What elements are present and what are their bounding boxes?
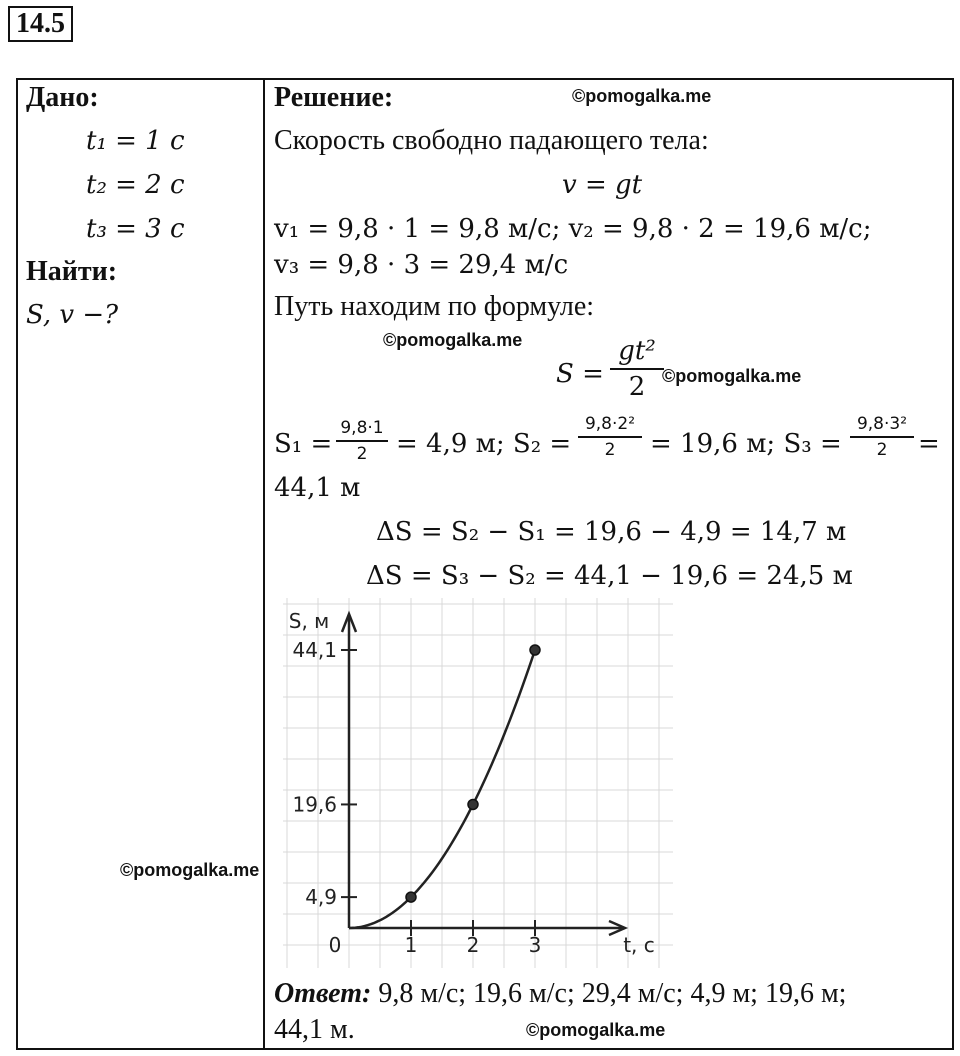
y-tick-label: 4,9 [305,885,337,910]
watermark: ©pomogalka.me [662,366,802,386]
column-divider [263,78,265,1050]
s2-denominator: 2 [604,440,616,460]
watermark: ©pomogalka.me [120,860,260,880]
delta-s1: ΔS = S₂ − S₁ = 19,6 − 4,9 = 14,7 м [376,517,847,547]
path-time-graph [283,598,673,968]
problem-number: 14.5 [8,6,73,42]
y-tick-label: 19,6 [292,792,337,817]
formula-s-fraction [610,336,664,402]
solution-header: Решение: [274,82,394,113]
s3-right: = [918,429,940,459]
delta-s2: ΔS = S₃ − S₂ = 44,1 − 19,6 = 24,5 м [366,561,853,591]
formula-s-left: S = [556,359,604,389]
v3-calc: v₃ = 9,8 · 3 = 29,4 м/с [274,250,569,280]
s3-denominator: 2 [876,440,888,460]
s1-numerator: 9,8·1 [340,418,384,438]
formula-s-numerator: gt² [618,336,656,366]
s2-numerator: 9,8·2² [584,414,636,434]
s2-fraction [578,414,642,460]
graph-grid [283,598,673,968]
x-tick-label: 3 [528,933,542,957]
graph-axes [342,614,625,935]
formula-v: v = gt [562,170,643,200]
data-point [468,799,478,809]
formula-s-denominator: 2 [628,372,646,402]
given-t3: t₃ = 3 с [86,214,185,244]
speed-intro: Скорость свободно падающего тела: [274,125,709,156]
watermark: ©pomogalka.me [526,1020,666,1040]
s2-right: = 19,6 м; S₃ = [650,429,842,459]
x-tick-label: 0 [328,933,342,957]
watermark: ©pomogalka.me [572,86,712,106]
answer-line1 [274,978,846,1010]
find-value: S, v −? [26,300,119,330]
fraction-bar [578,436,642,438]
fraction-bar [850,436,914,438]
answer-line2: 44,1 м. [274,1014,355,1045]
x-tick-label: 1 [404,933,418,957]
s1-denominator: 2 [356,444,368,464]
x-axis-label: t, c [623,933,655,957]
s3-fraction [850,414,914,460]
s3-numerator: 9,8·3² [856,414,908,434]
y-axis-label: S, м [288,609,330,633]
data-point [406,892,416,902]
s3-value: 44,1 м [274,473,361,503]
y-tick-label: 44,1 [292,638,337,662]
given-header: Дано: [26,82,99,113]
given-t2: t₂ = 2 с [86,170,185,200]
s1-left: S₁ = [274,429,333,459]
given-t1: t₁ = 1 с [86,126,185,156]
watermark: ©pomogalka.me [383,330,523,350]
s1-fraction [336,418,388,464]
path-intro: Путь находим по формуле: [274,291,595,322]
s1-right: = 4,9 м; S₂ = [396,429,572,459]
fraction-bar [336,440,388,442]
answer-text: 9,8 м/с; 19,6 м/с; 29,4 м/с; 4,9 м; 19,6 м; [378,978,847,1009]
fraction-bar [610,368,664,370]
x-tick-label: 2 [466,933,480,957]
v1-v2-calc: v₁ = 9,8 · 1 = 9,8 м/с; v₂ = 9,8 · 2 = 19,6 м/с; [274,214,872,244]
answer-label: Ответ: [274,978,372,1009]
find-header: Найти: [26,256,118,287]
data-point [530,645,540,655]
